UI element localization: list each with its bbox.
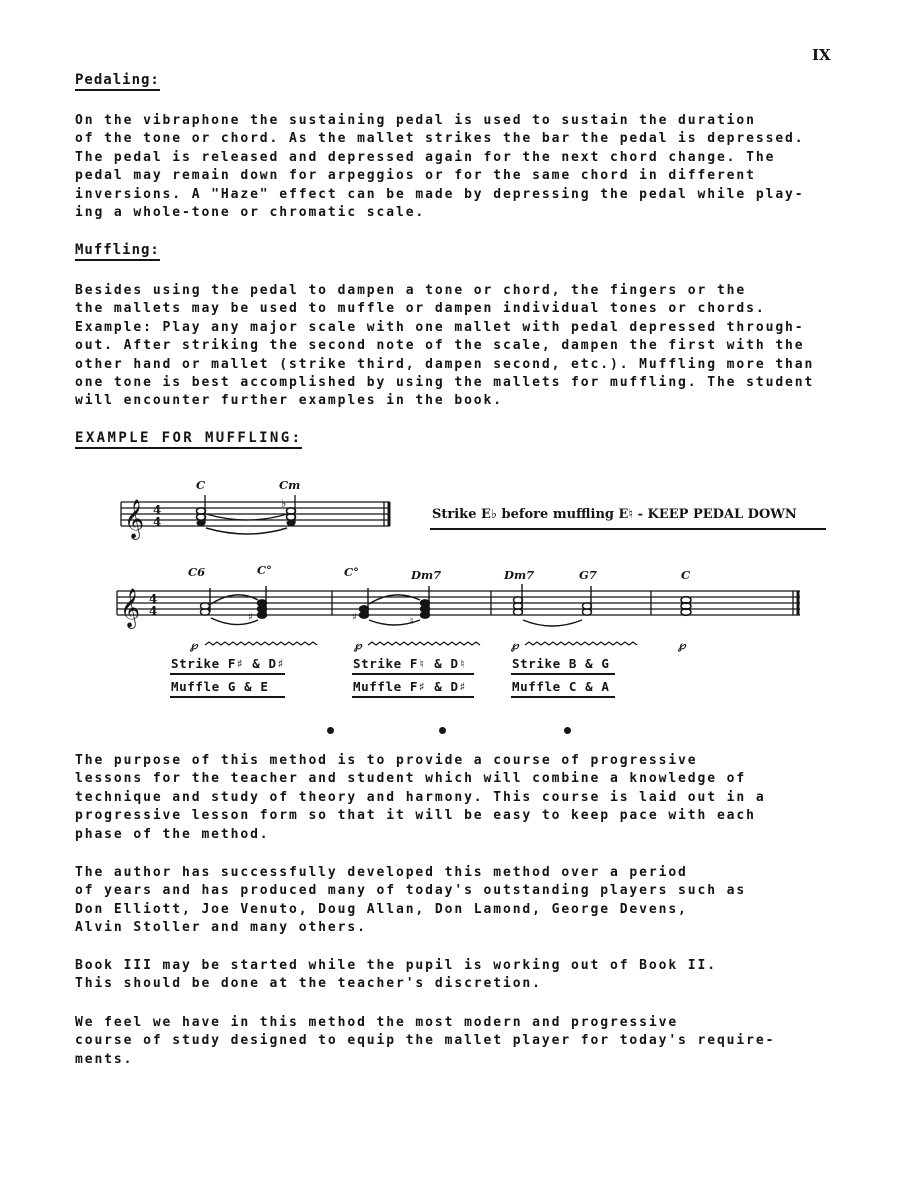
treble-clef-icon: 𝄞	[124, 499, 145, 539]
instruction-underline	[430, 528, 826, 530]
caption-line	[170, 673, 285, 675]
svg-text:℘: ℘	[511, 639, 519, 652]
separator-dot	[327, 727, 334, 734]
chord-symbol-g7: G7	[579, 568, 597, 582]
book-three-paragraph: Book III may be started while the pupil is working out of Book II. This should be done at the teacher's discretion.	[75, 958, 717, 992]
time-signature: 4	[153, 503, 162, 517]
caption-line	[170, 696, 285, 698]
caption-strike-1: Strike F♯ & D♯	[171, 656, 285, 671]
caption-muffle-1: Muffle G & E	[171, 679, 269, 694]
chord-symbol-c-final: C	[681, 568, 691, 582]
chord-symbol-cdim-1: C°	[257, 563, 272, 577]
chord-symbol-cdim-2: C°	[344, 565, 359, 579]
chord-symbol-cm: Cm	[279, 478, 301, 492]
muffling-heading: Muffling:	[75, 242, 160, 261]
svg-text:♯: ♯	[352, 612, 357, 623]
chord-c-notes	[197, 495, 206, 526]
measure-3-notes	[514, 584, 592, 626]
chord-symbol-dm7-1: Dm7	[411, 568, 442, 582]
purpose-paragraph: The purpose of this method is to provide a course of progressive lessons for the teacher and student which will combine a knowledge of technique and study of theory and harmony. This course is laid out in a progressive lesson form so that it will be easy to keep pace with each phase of the method.	[75, 753, 766, 842]
tie-1	[206, 528, 287, 534]
treble-clef-icon-2: 𝄞	[120, 588, 141, 628]
author-paragraph: The author has successfully developed this method over a period of years and has produced many of today's outstanding players such as Don Elliott, Joe Venuto, Doug Allan, Don Lamond, George Devens, Alvin Stoller and many others.	[75, 865, 747, 936]
caption-muffle-2: Muffle F♯ & D♯	[353, 679, 467, 694]
caption-line	[352, 673, 474, 675]
example-heading: EXAMPLE FOR MUFFLING:	[75, 430, 302, 449]
staff-2	[117, 591, 800, 615]
chord-symbol-dm7-2: Dm7	[504, 568, 535, 582]
separator-dot	[439, 727, 446, 734]
svg-text:4: 4	[153, 515, 162, 529]
caption-strike-3: Strike B & G	[512, 656, 610, 671]
muffling-instruction: Strike E♭ before muffling E♮ - KEEP PEDAL DOWN	[432, 507, 797, 522]
caption-line	[511, 696, 615, 698]
measure-4-notes	[681, 597, 691, 616]
chord-symbol-c: C	[196, 478, 206, 492]
pedaling-heading: Pedaling:	[75, 72, 160, 91]
svg-text:℘: ℘	[354, 639, 362, 652]
caption-muffle-3: Muffle C & A	[512, 679, 610, 694]
measure-1-notes	[201, 586, 267, 625]
svg-text:♯: ♯	[248, 612, 253, 623]
measure-2-notes	[360, 586, 430, 625]
svg-text:4: 4	[149, 604, 158, 618]
muffling-paragraph: Besides using the pedal to dampen a tone or chord, the fingers or the the mallets may be used to muffle or dampen individual tones or chords. Example: Play any major scale with one mallet with pedal depressed through- out. After striking the second note of the scale, dampen the first with the other hand or mallet (strike third, dampen second, etc.). Muffling more than one tone is best accomplished by using the mallets for muffling. The student will encounter further examples in the book.	[75, 283, 815, 409]
svg-text:♭: ♭	[281, 497, 287, 510]
svg-text:℘: ℘	[190, 639, 198, 652]
pedal-markings	[205, 642, 637, 645]
caption-strike-2: Strike F♮ & D♮	[353, 656, 467, 671]
caption-line	[511, 673, 615, 675]
svg-text:♮: ♮	[410, 616, 414, 627]
closing-paragraph: We feel we have in this method the most modern and progressive course of study designed to equip the mallet player for today's require- ments.	[75, 1015, 776, 1067]
caption-line	[352, 696, 474, 698]
svg-text:℘: ℘	[678, 639, 686, 652]
chord-symbol-c6: C6	[188, 565, 206, 579]
svg-text:4: 4	[149, 592, 158, 606]
pedaling-paragraph: On the vibraphone the sustaining pedal is used to sustain the duration of the tone or chord. As the mallet strikes the bar the pedal is depressed. The pedal is released and depressed again for the next chord change. The pedal may remain down for arpeggios or for the same chord in different inversions. A "Haze" effect can be made by depressing the pedal while play- ing a whole-tone or chromatic scale.	[75, 113, 805, 221]
chord-cm-notes	[281, 495, 296, 526]
separator-dot	[564, 727, 571, 734]
pedal-symbols	[189, 639, 687, 652]
page-number: IX	[812, 46, 831, 64]
